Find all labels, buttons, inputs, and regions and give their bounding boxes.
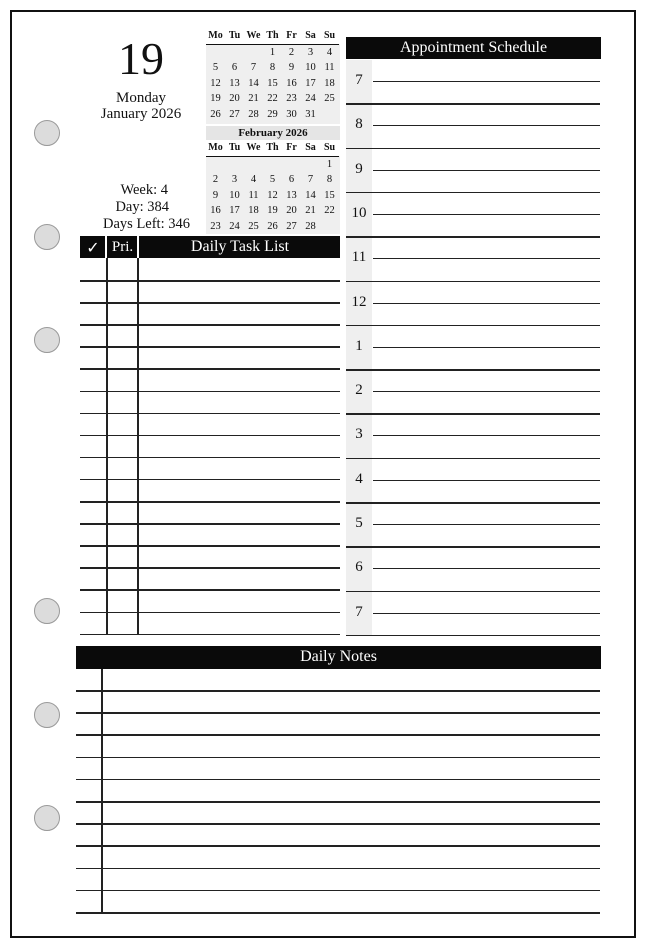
calendar-day: 14: [248, 77, 259, 89]
half-hour-line: [373, 613, 600, 614]
task-row-line: [80, 346, 340, 348]
notes-line: [76, 823, 600, 825]
half-hour-line: [373, 258, 600, 259]
day-name: Monday: [116, 90, 166, 106]
weekday-header: Mo: [206, 140, 225, 156]
calendar-day: 31: [305, 108, 316, 120]
calendar-day: 23: [210, 220, 221, 232]
calendar-day: 15: [324, 189, 335, 201]
calendar-day: 26: [267, 220, 278, 232]
task-row-line: [80, 501, 340, 503]
weekday-header: Fr: [282, 140, 301, 156]
hour-label: 9: [355, 160, 363, 177]
calendar-day: 21: [248, 93, 259, 105]
calendar-day: 27: [229, 108, 240, 120]
calendar-day: [225, 44, 244, 60]
binder-hole: [34, 598, 60, 624]
notes-line: [76, 779, 600, 781]
mini-calendar-title: February 2026: [206, 126, 340, 140]
calendar-day: 25: [324, 93, 335, 105]
calendar-day: [282, 156, 301, 172]
half-hour-line: [373, 524, 600, 525]
hour-label: 2: [355, 382, 363, 399]
priority-column-header: Pri.: [107, 236, 138, 258]
task-check-column-line: [106, 258, 108, 634]
weekday-header: Sa: [301, 140, 320, 156]
calendar-day: 7: [307, 174, 314, 186]
calendar-day: 20: [286, 205, 297, 217]
calendar-day: [263, 156, 282, 172]
calendar-day: 10: [229, 189, 240, 201]
calendar-day: 22: [324, 205, 335, 217]
half-hour-line: [373, 568, 600, 569]
weekday-header: We: [244, 140, 263, 156]
notes-line: [76, 801, 600, 803]
calendar-day: 23: [286, 93, 297, 105]
weekday-header: Tu: [225, 140, 244, 156]
calendar-day: 28: [305, 220, 316, 232]
hour-line: [346, 413, 600, 415]
hour-label: 1: [355, 337, 363, 354]
hour-label: 7: [355, 603, 363, 620]
mini-calendar-january: [206, 28, 339, 122]
calendar-day: 13: [286, 189, 297, 201]
hour-label: 4: [355, 470, 363, 487]
task-row-line: [80, 435, 340, 437]
task-row-line: [80, 280, 340, 282]
calendar-day: [244, 44, 263, 60]
day-number: 19: [118, 33, 164, 84]
half-hour-line: [373, 125, 600, 126]
calendar-day: 22: [267, 93, 278, 105]
half-hour-line: [373, 170, 600, 171]
binder-hole: [34, 702, 60, 728]
hour-label: 3: [355, 426, 363, 443]
binder-hole: [34, 120, 60, 146]
calendar-day: 8: [326, 174, 333, 186]
calendar-day: 1: [269, 46, 276, 58]
calendar-day: 27: [286, 220, 297, 232]
calendar-day: 16: [286, 77, 297, 89]
weekday-header: Tu: [225, 28, 244, 44]
hour-line: [346, 546, 600, 548]
calendar-day: 2: [288, 46, 295, 58]
task-row-line: [80, 324, 340, 326]
notes-line: [76, 845, 600, 847]
half-hour-line: [373, 214, 600, 215]
calendar-day: 18: [248, 205, 259, 217]
calendar-day: 1: [326, 158, 333, 170]
hour-line: [346, 635, 600, 637]
calendar-day: 6: [288, 174, 295, 186]
calendar-day: 4: [250, 174, 257, 186]
calendar-day: 12: [267, 189, 278, 201]
weekday-header: Mo: [206, 28, 225, 44]
calendar-day: [225, 156, 244, 172]
notes-line: [76, 868, 600, 870]
calendar-day: 17: [305, 77, 316, 89]
half-hour-line: [373, 480, 600, 481]
calendar-day: [320, 107, 339, 123]
calendar-day: 5: [269, 174, 276, 186]
calendar-day: 11: [324, 62, 335, 74]
binder-hole: [34, 224, 60, 250]
calendar-day: 10: [305, 62, 316, 74]
mini-calendar-february: [206, 140, 339, 234]
calendar-day: 3: [307, 46, 314, 58]
calendar-day: 14: [305, 189, 316, 201]
hour-line: [346, 103, 600, 105]
hour-line: [346, 458, 600, 460]
appointment-schedule-header: Appointment Schedule: [346, 37, 601, 59]
weekday-header: Sa: [301, 28, 320, 44]
weekday-header: Su: [320, 140, 339, 156]
hour-label: 5: [355, 515, 363, 531]
notes-line: [76, 890, 600, 892]
notes-line: [76, 757, 600, 759]
calendar-day: 19: [210, 93, 221, 105]
notes-margin-line: [101, 669, 103, 913]
calendar-day: 17: [229, 205, 240, 217]
binder-hole: [34, 327, 60, 353]
half-hour-line: [373, 391, 600, 392]
weekday-header: Th: [263, 28, 282, 44]
calendar-day: 12: [210, 77, 221, 89]
calendar-day: 21: [305, 205, 316, 217]
half-hour-line: [373, 303, 600, 304]
calendar-day: 30: [286, 108, 297, 120]
task-row-line: [80, 567, 340, 569]
week-number: Week: 4: [120, 182, 168, 198]
calendar-day: 24: [229, 220, 240, 232]
check-icon: ✓: [86, 238, 100, 257]
task-row-line: [80, 634, 340, 636]
calendar-day: 19: [267, 205, 278, 217]
calendar-day: 28: [248, 108, 259, 120]
calendar-day: 3: [231, 174, 238, 186]
day-of-year: Day: 384: [115, 199, 169, 215]
calendar-day: [244, 156, 263, 172]
header-divider: [105, 236, 107, 258]
hour-line: [346, 591, 600, 593]
hour-label: 11: [351, 249, 367, 266]
calendar-day: 29: [267, 108, 278, 120]
weekday-header: We: [244, 28, 263, 44]
task-row-line: [80, 391, 340, 393]
daily-notes-header: Daily Notes: [76, 646, 601, 669]
calendar-day: 18: [324, 77, 335, 89]
task-row-line: [80, 589, 340, 591]
calendar-day: 7: [250, 62, 257, 74]
hour-line: [346, 281, 600, 283]
calendar-day: [206, 156, 225, 172]
calendar-day: 9: [212, 189, 219, 201]
calendar-day: 6: [231, 62, 238, 74]
weekday-header: Fr: [282, 28, 301, 44]
header-divider: [137, 236, 139, 258]
calendar-day: [301, 156, 320, 172]
calendar-day: 13: [229, 77, 240, 89]
notes-line: [76, 912, 600, 914]
task-row-line: [80, 302, 340, 304]
binder-hole: [34, 805, 60, 831]
weekday-header: Th: [263, 140, 282, 156]
days-left: Days Left: 346: [103, 216, 190, 232]
hour-line: [346, 148, 600, 150]
calendar-day: 4: [326, 46, 333, 58]
hour-line: [346, 325, 600, 327]
half-hour-line: [373, 347, 600, 348]
task-row-line: [80, 457, 340, 459]
calendar-day: 8: [269, 62, 276, 74]
hour-line: [346, 502, 600, 504]
task-row-line: [80, 545, 340, 547]
calendar-day: 2: [212, 174, 219, 186]
hour-label: 12: [351, 293, 367, 310]
calendar-day: 11: [248, 189, 259, 201]
calendar-day: 16: [210, 205, 221, 217]
hour-line: [346, 369, 600, 371]
calendar-day: 5: [212, 62, 219, 74]
task-row-line: [80, 413, 340, 415]
task-row-line: [80, 523, 340, 525]
half-hour-line: [373, 435, 600, 436]
hour-line: [346, 192, 600, 194]
month-year: January 2026: [100, 106, 182, 122]
hour-line: [346, 236, 600, 238]
calendar-day: 20: [229, 93, 240, 105]
calendar-day: 9: [288, 62, 295, 74]
hour-label: 8: [355, 116, 363, 133]
half-hour-line: [373, 81, 600, 82]
hour-label: 7: [355, 72, 363, 88]
calendar-day: [320, 219, 339, 235]
calendar-day: 25: [248, 220, 259, 232]
notes-line: [76, 734, 600, 736]
notes-line: [76, 690, 600, 692]
calendar-day: 24: [305, 93, 316, 105]
task-priority-column-line: [137, 258, 139, 634]
task-row-line: [80, 368, 340, 370]
hour-label: 6: [355, 559, 363, 576]
task-list-title: Daily Task List: [190, 238, 290, 255]
calendar-day: 15: [267, 77, 278, 89]
weekday-header: Su: [320, 28, 339, 44]
calendar-day: [206, 44, 225, 60]
calendar-day: 26: [210, 108, 221, 120]
hour-label: 10: [351, 204, 367, 221]
task-row-line: [80, 612, 340, 614]
task-row-line: [80, 479, 340, 481]
notes-line: [76, 712, 600, 714]
